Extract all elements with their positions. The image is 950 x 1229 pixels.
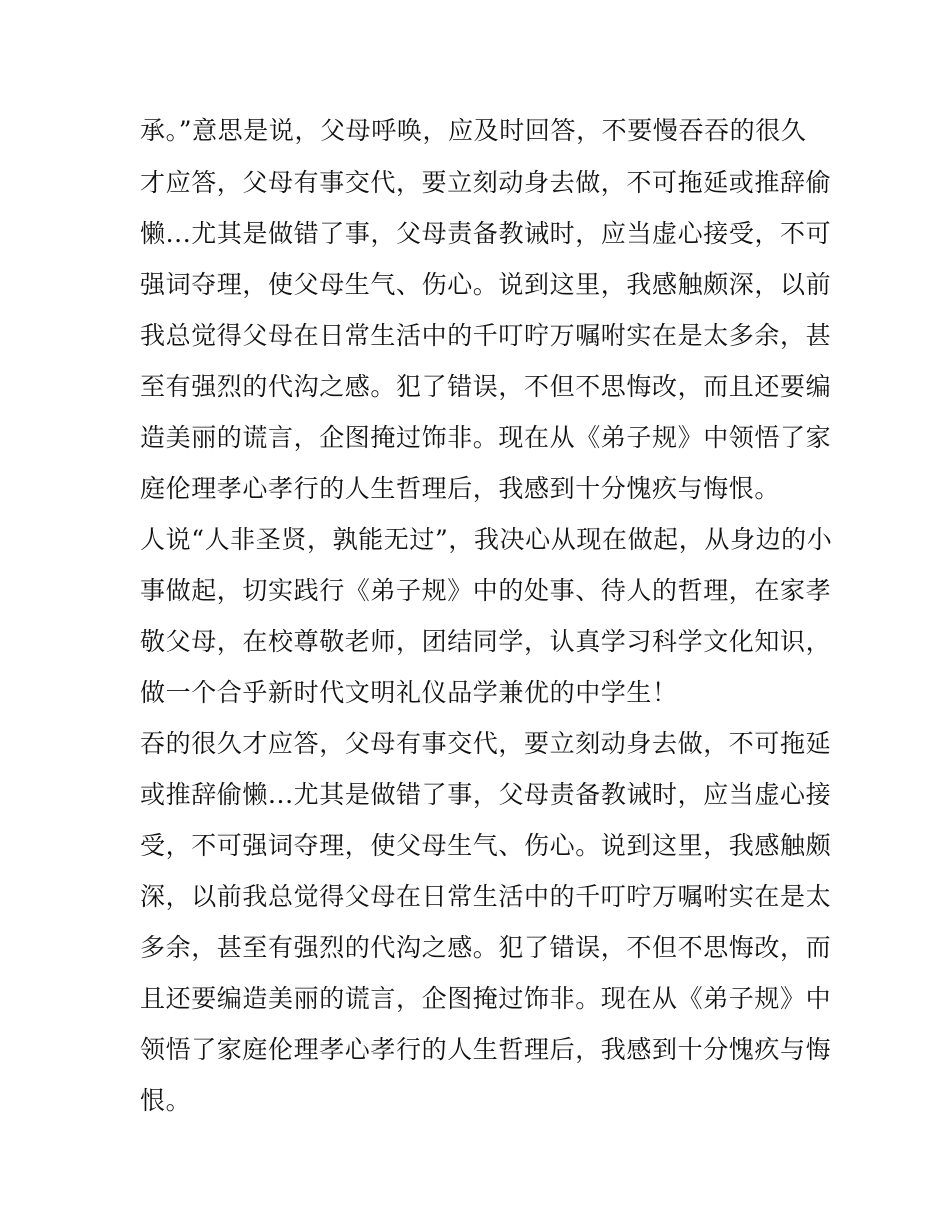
text-line: 深，以前我总觉得父母在日常生活中的千叮咛万嘱咐实在是太	[140, 882, 832, 911]
text-line: 且还要编造美丽的谎言，企图掩过饰非。现在从《弟子规》中	[140, 984, 832, 1013]
paragraph-1	[140, 105, 832, 514]
text-line: 至有强烈的代沟之感。犯了错误，不但不思悔改，而且还要编	[140, 372, 832, 401]
text-line: 敬父母，在校尊敬老师，团结同学，认真学习科学文化知识，	[140, 627, 832, 656]
text-line: 承。”意思是说，父母呼唤，应及时回答，不要慢吞吞的很久	[140, 116, 807, 145]
document-body	[140, 105, 833, 1126]
text-line: 造美丽的谎言，企图掩过饰非。现在从《弟子规》中领悟了家	[140, 423, 832, 452]
text-line: 事做起，切实践行《弟子规》中的处事、待人的哲理，在家孝	[140, 576, 832, 605]
text-line: 才应答，父母有事交代，要立刻动身去做，不可拖延或推辞偷	[140, 168, 832, 197]
text-line: 或推辞偷懒...尤其是做错了事，父母责备教诫时，应当虚心接	[140, 780, 832, 809]
paragraph-3	[140, 718, 832, 1126]
text-line: 强词夺理，使父母生气、伤心。说到这里，我感触颇深，以前	[140, 270, 832, 299]
paragraph-2	[140, 514, 833, 718]
text-line: 多余，甚至有强烈的代沟之感。犯了错误，不但不思悔改，而	[140, 933, 832, 962]
text-line: 庭伦理孝心孝行的人生哲理后，我感到十分愧疚与悔恨。	[140, 474, 781, 503]
text-line: 领悟了家庭伦理孝心孝行的人生哲理后，我感到十分愧疚与悔	[140, 1035, 832, 1064]
text-line: 我总觉得父母在日常生活中的千叮咛万嘱咐实在是太多余，甚	[140, 321, 832, 350]
text-line: 吞的很久才应答，父母有事交代，要立刻动身去做，不可拖延	[140, 729, 832, 758]
text-line: 恨。	[140, 1086, 192, 1115]
text-line: 受，不可强词夺理，使父母生气、伤心。说到这里，我感触颇	[140, 831, 832, 860]
text-line: 人说“人非圣贤，孰能无过”，我决心从现在做起，从身边的小	[140, 525, 833, 554]
text-line: 做一个合乎新时代文明礼仪品学兼优的中学生！	[140, 678, 678, 707]
text-line: 懒...尤其是做错了事，父母责备教诫时，应当虚心接受，不可	[140, 219, 832, 248]
